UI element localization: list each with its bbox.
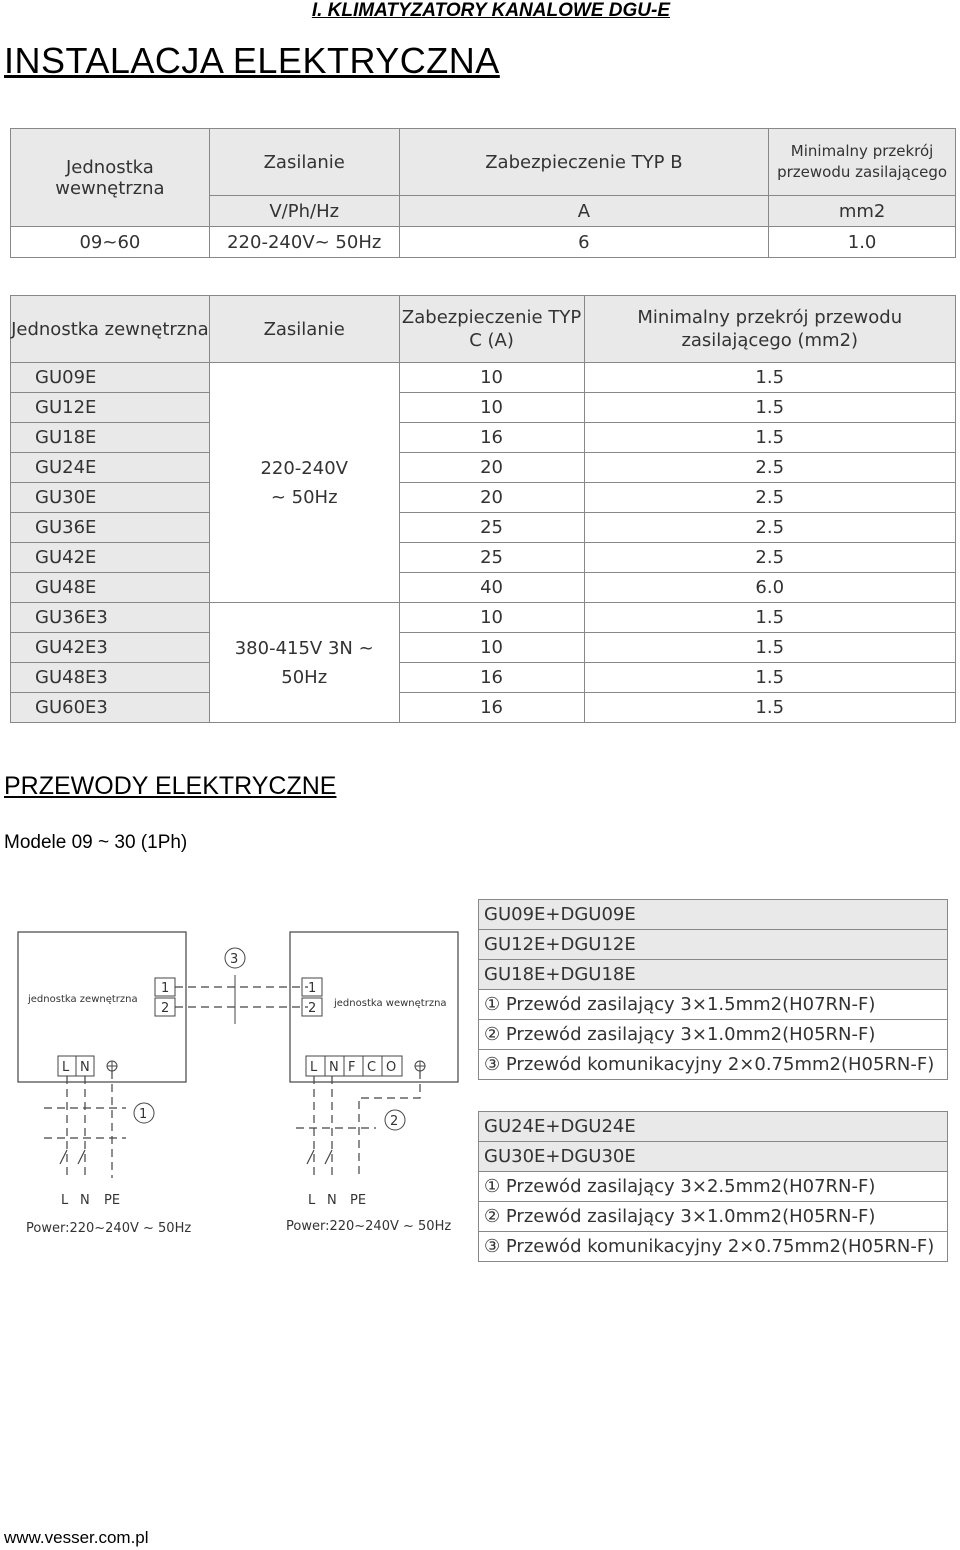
power-group-line1: 380-415V 3N ~: [234, 637, 374, 659]
table-row: [11, 453, 956, 483]
outdoor-cell-model: GU42E3: [11, 633, 210, 663]
outdoor-unit-label: jednostka zewnętrzna: [28, 994, 138, 1005]
supply-label-L: L: [308, 1193, 316, 1208]
indoor-terminal-2: 2: [308, 1001, 317, 1016]
indoor-header-fuse: Zabezpieczenie TYP B: [399, 129, 769, 196]
outdoor-cell-fuse: 25: [399, 543, 584, 573]
power-group-line2: 50Hz: [281, 666, 328, 688]
power-label-indoor: Power:220~240V ~ 50Hz: [286, 1219, 452, 1234]
indoor-terminal-L: L: [310, 1060, 318, 1075]
cable-text: Przewód komunikacyjny 2×0.75mm2(H05RN-F): [505, 1054, 935, 1075]
outdoor-cell-section: 1.5: [584, 363, 956, 393]
indoor-cell-unit: 09~60: [11, 227, 210, 258]
outdoor-cell-fuse: 16: [399, 423, 584, 453]
outdoor-cell-model: GU30E: [11, 483, 210, 513]
indoor-terminal-C: C: [367, 1060, 377, 1075]
cable-spec: [479, 1202, 948, 1232]
outdoor-cell-model: GU18E: [11, 423, 210, 453]
cable-number: ①: [484, 994, 501, 1015]
table-row: [479, 1050, 948, 1080]
cable-number: ①: [484, 1176, 501, 1197]
table-row: [11, 483, 956, 513]
marker-3: 3: [230, 952, 239, 967]
outdoor-cell-fuse: 10: [399, 603, 584, 633]
cable-number: ③: [484, 1054, 501, 1075]
switch-icon: [325, 1150, 332, 1164]
switch-icon: [78, 1150, 85, 1164]
section-label: I. KLIMATYZATORY KANALOWE DGU-E: [311, 0, 670, 21]
indoor-unit-table: [10, 128, 956, 258]
outdoor-cell-fuse: 20: [399, 453, 584, 483]
outdoor-power-group-1: [209, 363, 399, 603]
cable-spec: [479, 1172, 948, 1202]
power-label-outdoor: Power:220~240V ~ 50Hz: [26, 1221, 192, 1236]
outdoor-cell-model: GU42E: [11, 543, 210, 573]
table-row: [479, 960, 948, 990]
cable-number: ②: [484, 1206, 501, 1227]
outdoor-cell-section: 1.5: [584, 693, 956, 723]
outdoor-cell-model: GU36E: [11, 513, 210, 543]
outdoor-cell-section: 1.5: [584, 393, 956, 423]
supply-label-PE: PE: [350, 1193, 367, 1208]
indoor-header-power: Zasilanie: [209, 129, 399, 196]
cable-text: Przewód zasilający 3×1.0mm2(H05RN-F): [505, 1024, 876, 1045]
table-row: [479, 1112, 948, 1142]
outdoor-power-group-2: [209, 603, 399, 723]
outdoor-terminal-N: N: [80, 1060, 90, 1075]
outdoor-header-section: Minimalny przekrój przewodu zasilającego (mm2): [584, 296, 956, 363]
outdoor-header-fuse: Zabezpieczenie TYP C (A): [399, 296, 584, 363]
wiring-subtitle: Modele 09 ~ 30 (1Ph): [4, 832, 188, 853]
models-group-1-table: [478, 899, 948, 1080]
table-row: [479, 990, 948, 1020]
outdoor-cell-model: GU60E3: [11, 693, 210, 723]
cable-spec: [479, 1050, 948, 1080]
cable-text: Przewód zasilający 3×2.5mm2(H07RN-F): [505, 1176, 876, 1197]
outdoor-cell-section: 1.5: [584, 603, 956, 633]
table-row: [479, 1202, 948, 1232]
indoor-terminal-1: 1: [308, 981, 317, 996]
indoor-unit-fuse: A: [399, 196, 769, 227]
table-row: [479, 1172, 948, 1202]
table-row: [479, 1142, 948, 1172]
switch-icon: [60, 1150, 67, 1164]
outdoor-cell-fuse: 10: [399, 633, 584, 663]
switch-icon: [307, 1150, 314, 1164]
cable-text: Przewód komunikacyjny 2×0.75mm2(H05RN-F): [505, 1236, 935, 1257]
model-pair: GU30E+DGU30E: [479, 1142, 948, 1172]
outdoor-cell-section: 1.5: [584, 633, 956, 663]
table-row: [11, 573, 956, 603]
outdoor-cell-section: 1.5: [584, 663, 956, 693]
indoor-terminal-O: O: [386, 1060, 397, 1075]
supply-label-N: N: [327, 1193, 337, 1208]
indoor-unit-power: V/Ph/Hz: [209, 196, 399, 227]
table-row: [479, 1232, 948, 1262]
outdoor-cell-model: GU09E: [11, 363, 210, 393]
wiring-section-title: PRZEWODY ELEKTRYCZNE: [4, 772, 337, 800]
outdoor-cell-model: GU36E3: [11, 603, 210, 633]
power-group-line2: ~ 50Hz: [270, 486, 338, 508]
marker-2: 2: [390, 1114, 399, 1129]
cable-spec: [479, 1020, 948, 1050]
outdoor-unit-table: [10, 295, 956, 723]
marker-1: 1: [139, 1107, 148, 1122]
outdoor-cell-section: 2.5: [584, 483, 956, 513]
indoor-terminal-F: F: [348, 1060, 356, 1075]
outdoor-cell-fuse: 10: [399, 363, 584, 393]
outdoor-terminal-1: 1: [161, 981, 170, 996]
outdoor-cell-section: 2.5: [584, 453, 956, 483]
outdoor-cell-fuse: 10: [399, 393, 584, 423]
indoor-cell-section: 1.0: [769, 227, 956, 258]
outdoor-header-unit: Jednostka zewnętrzna: [11, 296, 210, 363]
indoor-unit-label: jednostka wewnętrzna: [334, 998, 447, 1009]
indoor-terminal-N: N: [329, 1060, 339, 1075]
indoor-header-unit: Jednostka wewnętrzna: [11, 129, 210, 227]
cable-spec: [479, 1232, 948, 1262]
outdoor-cell-fuse: 20: [399, 483, 584, 513]
table-row: [11, 393, 956, 423]
table-row: [11, 513, 956, 543]
model-pair: GU18E+DGU18E: [479, 960, 948, 990]
outdoor-cell-fuse: 16: [399, 693, 584, 723]
outdoor-terminal-L: L: [62, 1060, 70, 1075]
power-group-line1: 220-240V: [260, 457, 348, 479]
table-row: [479, 1020, 948, 1050]
outdoor-terminal-2: 2: [161, 1001, 170, 1016]
table-row: [11, 543, 956, 573]
outdoor-header-power: Zasilanie: [209, 296, 399, 363]
supply-label-N: N: [80, 1193, 90, 1208]
outdoor-cell-section: 6.0: [584, 573, 956, 603]
cable-text: Przewód zasilający 3×1.0mm2(H05RN-F): [505, 1206, 876, 1227]
outdoor-cell-model: GU48E: [11, 573, 210, 603]
table-row: [11, 227, 956, 258]
indoor-unit-section: mm2: [769, 196, 956, 227]
outdoor-cell-fuse: 40: [399, 573, 584, 603]
outdoor-cell-model: GU48E3: [11, 663, 210, 693]
table-row: [11, 663, 956, 693]
table-row: [11, 603, 956, 633]
table-row: [11, 693, 956, 723]
table-row: [479, 930, 948, 960]
outdoor-cell-section: 2.5: [584, 513, 956, 543]
outdoor-cell-fuse: 25: [399, 513, 584, 543]
indoor-cell-power: 220-240V~ 50Hz: [209, 227, 399, 258]
table-row: [11, 363, 956, 393]
indoor-header-section: Minimalny przekrój przewodu zasilającego: [769, 129, 956, 196]
footer-url: www.vesser.com.pl: [4, 1528, 149, 1547]
models-group-2-table: [478, 1111, 948, 1262]
cable-number: ②: [484, 1024, 501, 1045]
outdoor-cell-model: GU12E: [11, 393, 210, 423]
outdoor-cell-model: GU24E: [11, 453, 210, 483]
model-pair: GU09E+DGU09E: [479, 900, 948, 930]
supply-label-PE: PE: [104, 1193, 121, 1208]
supply-label-L: L: [61, 1193, 69, 1208]
wiring-diagram: [16, 920, 472, 1250]
model-pair: GU24E+DGU24E: [479, 1112, 948, 1142]
table-row: [479, 900, 948, 930]
table-row: [11, 633, 956, 663]
indoor-cell-fuse: 6: [399, 227, 769, 258]
cable-number: ③: [484, 1236, 501, 1257]
page-title: INSTALACJA ELEKTRYCZNA: [4, 40, 500, 81]
outdoor-cell-section: 1.5: [584, 423, 956, 453]
table-row: [11, 423, 956, 453]
outdoor-cell-section: 2.5: [584, 543, 956, 573]
model-pair: GU12E+DGU12E: [479, 930, 948, 960]
cable-text: Przewód zasilający 3×1.5mm2(H07RN-F): [505, 994, 876, 1015]
cable-spec: [479, 990, 948, 1020]
outdoor-cell-fuse: 16: [399, 663, 584, 693]
